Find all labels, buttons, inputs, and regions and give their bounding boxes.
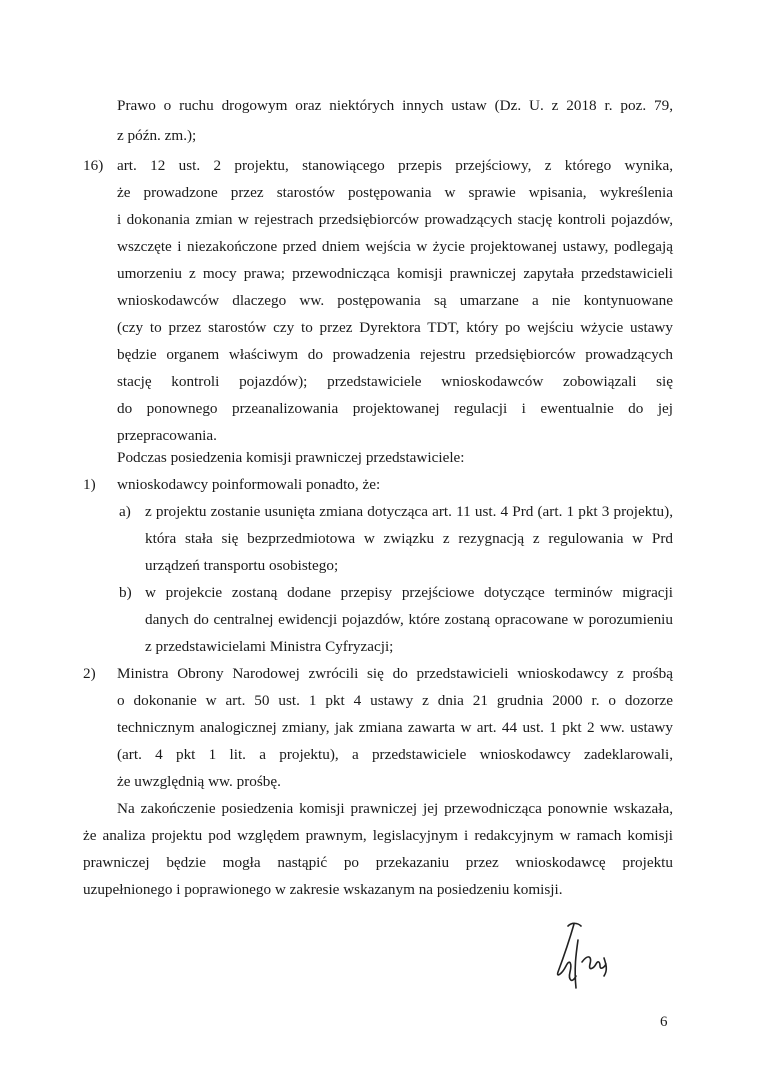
text-line: Ministra Obrony Narodowej zwrócili się do przedstawicieli wnioskodawcy z prośbą [117, 665, 673, 682]
text-line: wnioskodawców dlaczego ww. postępowania są umarzane a nie kontynuowane [117, 292, 673, 309]
text-line: umorzeniu z mocy prawa; przewodnicząca komisji prawniczej zapytała przedstawicieli [117, 265, 673, 282]
text-line: do ponownego przeanalizowania projektowanej regulacji i ewentualnie do jej [117, 400, 673, 417]
text-line: urządzeń transportu osobistego; [145, 557, 339, 574]
text-line: danych do centralnej ewidencji pojazdów, które zostaną opracowane w porozumieniu [145, 611, 673, 628]
text-line: Prawo o ruchu drogowym oraz niektórych innych ustaw (Dz. U. z 2018 r. poz. 79, [117, 97, 673, 114]
text-line: że analiza projektu pod względem prawnym, legislacyjnym i redakcyjnym w ramach komisji [83, 827, 673, 844]
text-line: (czy to przez starostów czy to przez Dyrektora TDT, który po wejściu wżycie ustawy [117, 319, 673, 336]
text-line: że uwzględnią ww. prośbę. [117, 773, 281, 790]
signature-icon [548, 918, 618, 998]
text-line: art. 12 ust. 2 projektu, stanowiącego przepis przejściowy, z którego wynika, [117, 157, 673, 174]
text-line: i dokonania zmian w rejestrach przedsiębiorców prowadzących stację kontroli pojazdów, [117, 211, 673, 228]
text-line: (art. 4 pkt 1 lit. a projektu), a przedstawiciele wnioskodawcy zadeklarowali, [117, 746, 673, 763]
text-line: Na zakończenie posiedzenia komisji prawniczej jej przewodnicząca ponownie wskazała, [117, 800, 673, 817]
text-line: prawniczej będzie mogła nastąpić po przekazaniu przez wnioskodawcę projektu [83, 854, 673, 871]
text-line: z późn. zm.); [117, 127, 197, 144]
text-line: o dokonanie w art. 50 ust. 1 pkt 4 ustawy z dnia 21 grudnia 2000 r. o dozorze [117, 692, 673, 709]
text-line: przepracowania. [117, 427, 217, 444]
list-number: 2) [83, 665, 96, 682]
list-letter: b) [119, 584, 132, 601]
text-line: wnioskodawcy poinformowali ponadto, że: [117, 476, 381, 493]
text-line: będzie organem właściwym do prowadzenia rejestru przedsiębiorców prowadzących [117, 346, 673, 363]
text-line: że prowadzone przez starostów postępowania w sprawie wpisania, wykreślenia [117, 184, 673, 201]
text-line: uzupełnionego i poprawionego w zakresie wskazanym na posiedzeniu komisji. [83, 881, 563, 898]
text-line: która stała się bezprzedmiotowa w związku z rezygnacją z regulowania w Prd [145, 530, 673, 547]
text-line: Podczas posiedzenia komisji prawniczej przedstawiciele: [117, 449, 465, 466]
page-number: 6 [660, 1014, 668, 1030]
text-line: w projekcie zostaną dodane przepisy przejściowe dotyczące terminów migracji [145, 584, 673, 601]
text-line: technicznym analogicznej zmiany, jak zmiana zawarta w art. 44 ust. 1 pkt 2 ww. ustawy [117, 719, 673, 736]
text-line: stację kontroli pojazdów); przedstawiciele wnioskodawców zobowiązali się [117, 373, 673, 390]
list-number: 1) [83, 476, 96, 493]
text-line: z przedstawicielami Ministra Cyfryzacji; [145, 638, 394, 655]
list-letter: a) [119, 503, 131, 520]
text-line: wszczęte i niezakończone przed dniem wejścia w życie projektowanej ustawy, podlegają [117, 238, 673, 255]
list-number: 16) [83, 157, 104, 174]
text-line: z projektu zostanie usunięta zmiana dotycząca art. 11 ust. 4 Prd (art. 1 pkt 3 projektu), [145, 503, 673, 520]
